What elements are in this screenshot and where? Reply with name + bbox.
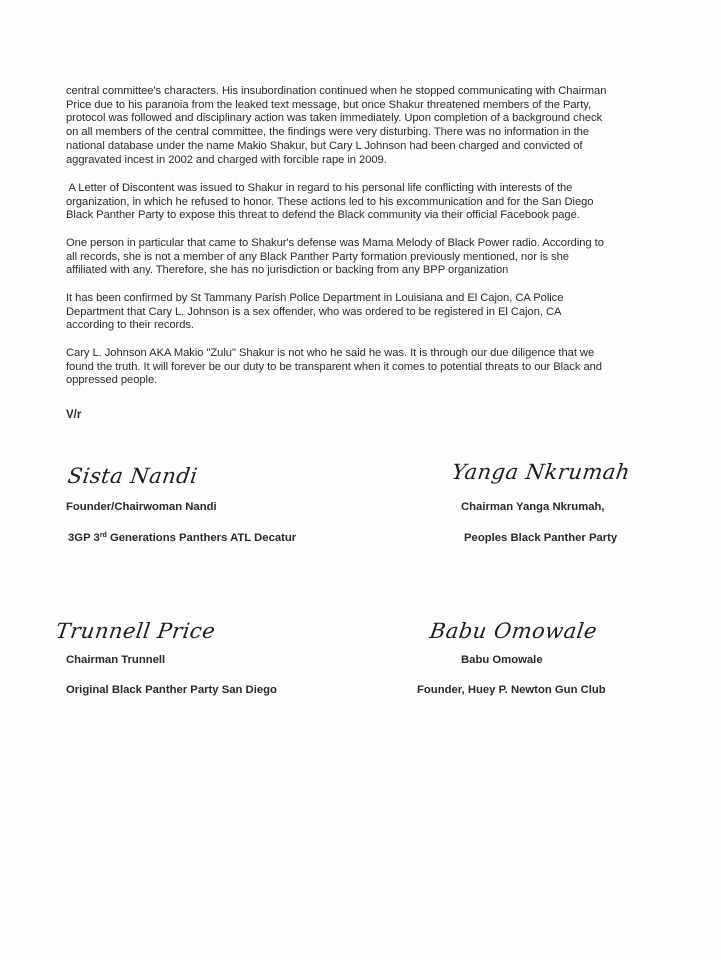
text-line: oppressed people. (66, 374, 158, 387)
closing-vr: V/r (66, 409, 82, 421)
signatory-org: Original Black Panther Party San Diego (66, 684, 277, 696)
signatory-org: Founder, Huey P. Newton Gun Club (417, 684, 606, 696)
signatory-org: Peoples Black Panther Party (464, 532, 618, 544)
signatory-title: Babu Omowale (461, 654, 543, 666)
org-superscript: rd (99, 532, 107, 539)
paragraph-police-confirmation (66, 292, 666, 333)
signatory-title: Chairman Yanga Nkrumah, (461, 501, 605, 513)
signatory-title: Chairman Trunnell (66, 654, 166, 666)
text-line: Cary L. Johnson AKA Makio "Zulu" Shakur is not who he said he was. It is through our due diligence that we (66, 347, 595, 359)
signature-yanga-nkrumah: Yanga Nkrumah (450, 460, 632, 484)
text-line: organization, in which he refused to honor. These actions led to his excommunication and for the San Diego (66, 195, 594, 208)
paragraph-letter-of-discontent (66, 182, 666, 223)
text-line: One person in particular that came to Shakur's defense was Mama Melody of Black Power radio. According to (66, 237, 604, 249)
text-line: all records, she is not a member of any Black Panther Party formation previously mentioned, nor is she (66, 250, 569, 263)
org-suffix: Generations Panthers ATL Decatur (106, 532, 297, 544)
text-line: protocol was followed and disciplinary action was taken immediately. Upon completion of a background check (66, 112, 603, 125)
paragraph-background-check (66, 85, 666, 167)
text-line: Black Panther Party to expose this threat to defend the Black community via their official Facebook page. (66, 209, 580, 222)
text-line: national database under the name Makio Shakur, but Cary L Johnson had been charged and convicted of (66, 139, 583, 152)
text-line: It has been confirmed by St Tammany Parish Police Department in Louisiana and El Cajon, CA Police (66, 292, 564, 304)
signature-sista-nandi: Sista Nandi (66, 464, 200, 488)
signature-trunnell-price: Trunnell Price (54, 619, 217, 643)
text-line: aggravated incest in 2002 and charged with forcible rape in 2009. (66, 153, 387, 166)
text-line: according to their records. (66, 319, 194, 332)
paragraph-mama-melody (66, 237, 666, 278)
text-line: Department that Cary L. Johnson is a sex offender, who was ordered to be registered in El Cajon, CA (66, 305, 562, 318)
signatory-org (68, 532, 296, 544)
paragraph-conclusion (66, 347, 666, 388)
text-line: Price due to his paranoia from the leaked text message, but once Shakur threatened members of the Party, (66, 98, 592, 111)
text-line: central committee's characters. His insubordination continued when he stopped communicating with Chairman (66, 85, 607, 97)
text-line: affiliated with any. Therefore, she has no jurisdiction or backing from any BPP organization (66, 264, 509, 277)
signature-babu-omowale: Babu Omowale (428, 619, 599, 643)
text-line: A Letter of Discontent was issued to Shakur in regard to his personal life conflicting with interests of the (66, 182, 573, 194)
text-line: on all members of the central committee, the findings were very disturbing. There was no information in the (66, 126, 589, 139)
org-prefix: 3GP 3 (68, 532, 100, 544)
signatory-title: Founder/Chairwoman Nandi (66, 501, 217, 513)
text-line: found the truth. It will forever be our duty to be transparent when it comes to potential threats to our Black and (66, 360, 602, 373)
